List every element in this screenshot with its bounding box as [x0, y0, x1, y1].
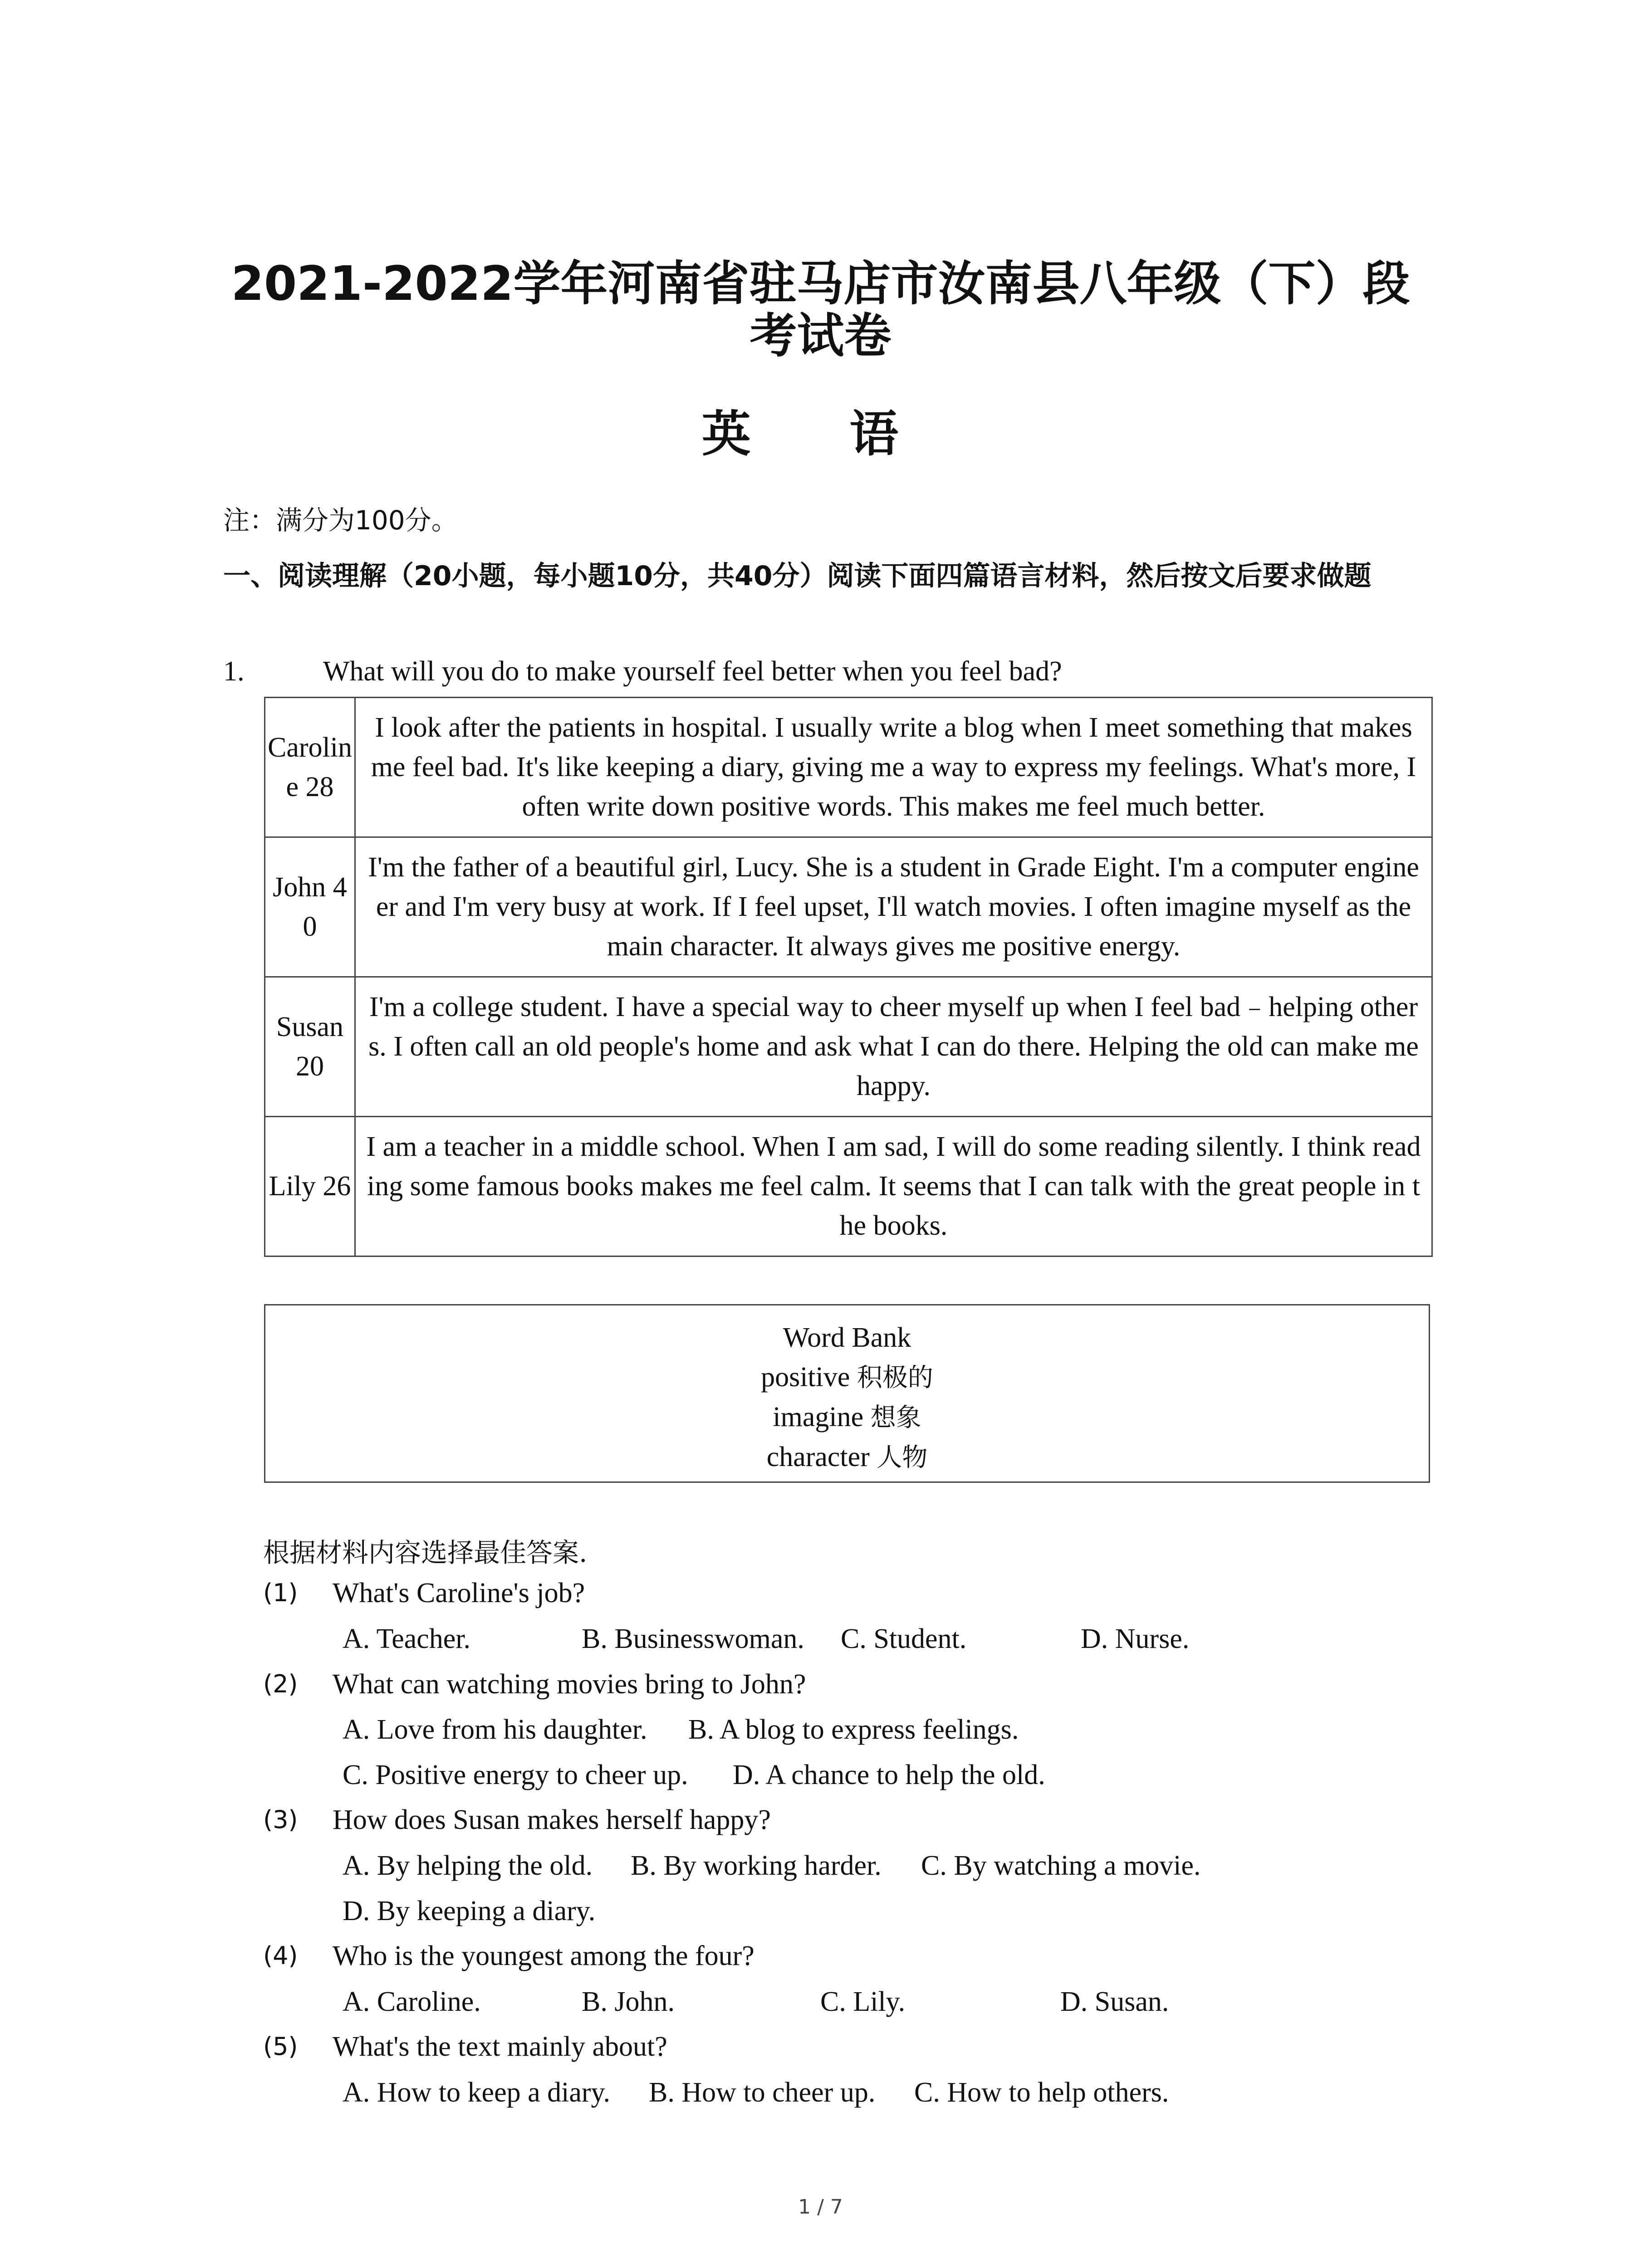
table-row — [265, 977, 1432, 1117]
person-cell: Caroline 28 — [265, 698, 355, 837]
option-d: D. A chance to help the old. — [733, 1760, 1045, 1790]
option-c: C. Positive energy to cheer up. — [343, 1760, 688, 1790]
word-en: imagine — [773, 1402, 864, 1432]
subquestion-text: Who is the youngest among the four? — [333, 1941, 754, 1971]
option-b: B. Businesswoman. — [582, 1623, 804, 1654]
question-prompt: What will you do to make yourself feel better when you feel bad? — [323, 656, 1062, 687]
exam-title-line2: 考试卷 — [749, 308, 892, 363]
word-bank-entry — [265, 1437, 1429, 1477]
option-a: A. By helping the old. — [343, 1850, 593, 1881]
option-d: D. Susan. — [1060, 1986, 1169, 2017]
subquestion-text: How does Susan makes herself happy? — [333, 1804, 771, 1835]
person-cell: John 40 — [265, 837, 355, 977]
table-row — [265, 837, 1432, 977]
option-b: B. John. — [582, 1986, 675, 2017]
statement-cell: I'm a college student. I have a special way to cheer myself up when I feel bad﹣helping others. I often call an old people's home and ask what I can do there. Helping the old can make me happy. — [355, 977, 1432, 1117]
word-bank-entry — [265, 1398, 1429, 1437]
word-cn: 积极的 — [857, 1363, 933, 1393]
option-c: C. By watching a movie. — [921, 1850, 1201, 1881]
option-a: A. Teacher. — [343, 1623, 470, 1654]
table-row — [265, 1117, 1432, 1256]
subquestion-number: (5) — [263, 2032, 298, 2061]
statement-cell: I'm the father of a beautiful girl, Lucy. She is a student in Grade Eight. I'm a computer engineer and I'm very busy at work. If I feel upset, I'll watch movies. I often imagine myself as the main character. It always gives me positive energy. — [355, 837, 1432, 977]
option-c: C. Lily. — [820, 1986, 906, 2017]
subject-title: 英 语 — [701, 406, 940, 463]
word-en: positive — [761, 1362, 850, 1393]
exam-title-line1: 2021-2022学年河南省驻马店市汝南县八年级（下）段 — [231, 256, 1410, 311]
subquestion-number: (2) — [263, 1670, 298, 1698]
word-bank-entry — [265, 1358, 1429, 1398]
option-b: B. A blog to express feelings. — [688, 1714, 1019, 1745]
table-row — [265, 698, 1432, 837]
option-c: C. Student. — [841, 1623, 967, 1654]
option-d: D. By keeping a diary. — [343, 1896, 596, 1926]
subquestion-text: What's Caroline's job? — [333, 1578, 585, 1608]
word-cn: 想象 — [870, 1403, 921, 1432]
question-number: 1. — [223, 656, 245, 687]
page-number: 1 / 7 — [798, 2195, 843, 2219]
section-heading: 一、阅读理解（20小题，每小题10分，共40分）阅读下面四篇语言材料，然后按文后要求做题 — [223, 560, 1372, 592]
option-a: A. Caroline. — [343, 1986, 481, 2017]
option-a: A. How to keep a diary. — [343, 2077, 610, 2108]
option-c: C. How to help others. — [914, 2077, 1169, 2108]
option-b: B. By working harder. — [631, 1850, 882, 1881]
option-a: A. Love from his daughter. — [343, 1714, 647, 1745]
statement-cell: I look after the patients in hospital. I usually write a blog when I meet something that makes me feel bad. It's like keeping a diary, giving me a way to express my feelings. What's more, I often write down positive words. This makes me feel much better. — [355, 698, 1432, 837]
score-note: 注：满分为100分。 — [223, 505, 458, 536]
subquestion-number: (1) — [263, 1579, 298, 1607]
word-cn: 人物 — [877, 1443, 928, 1472]
statement-cell: I am a teacher in a middle school. When I am sad, I will do some reading silently. I think reading some famous books makes me feel calm. It seems that I can talk with the great people in the books. — [355, 1117, 1432, 1256]
word-bank-box — [264, 1304, 1430, 1483]
subquestion-number: (3) — [263, 1805, 298, 1834]
option-b: B. How to cheer up. — [649, 2077, 876, 2108]
subquestion-text: What's the text mainly about? — [333, 2031, 667, 2062]
person-cell: Lily 26 — [265, 1117, 355, 1256]
option-d: D. Nurse. — [1081, 1623, 1190, 1654]
word-bank-title: Word Bank — [783, 1322, 911, 1353]
subquestion-number: (4) — [263, 1941, 298, 1970]
instruction-text: 根据材料内容选择最佳答案. — [263, 1537, 588, 1568]
readings-table — [264, 697, 1433, 1257]
subquestion-text: What can watching movies bring to John? — [333, 1669, 806, 1700]
word-en: character — [766, 1442, 870, 1472]
person-cell: Susan 20 — [265, 977, 355, 1117]
